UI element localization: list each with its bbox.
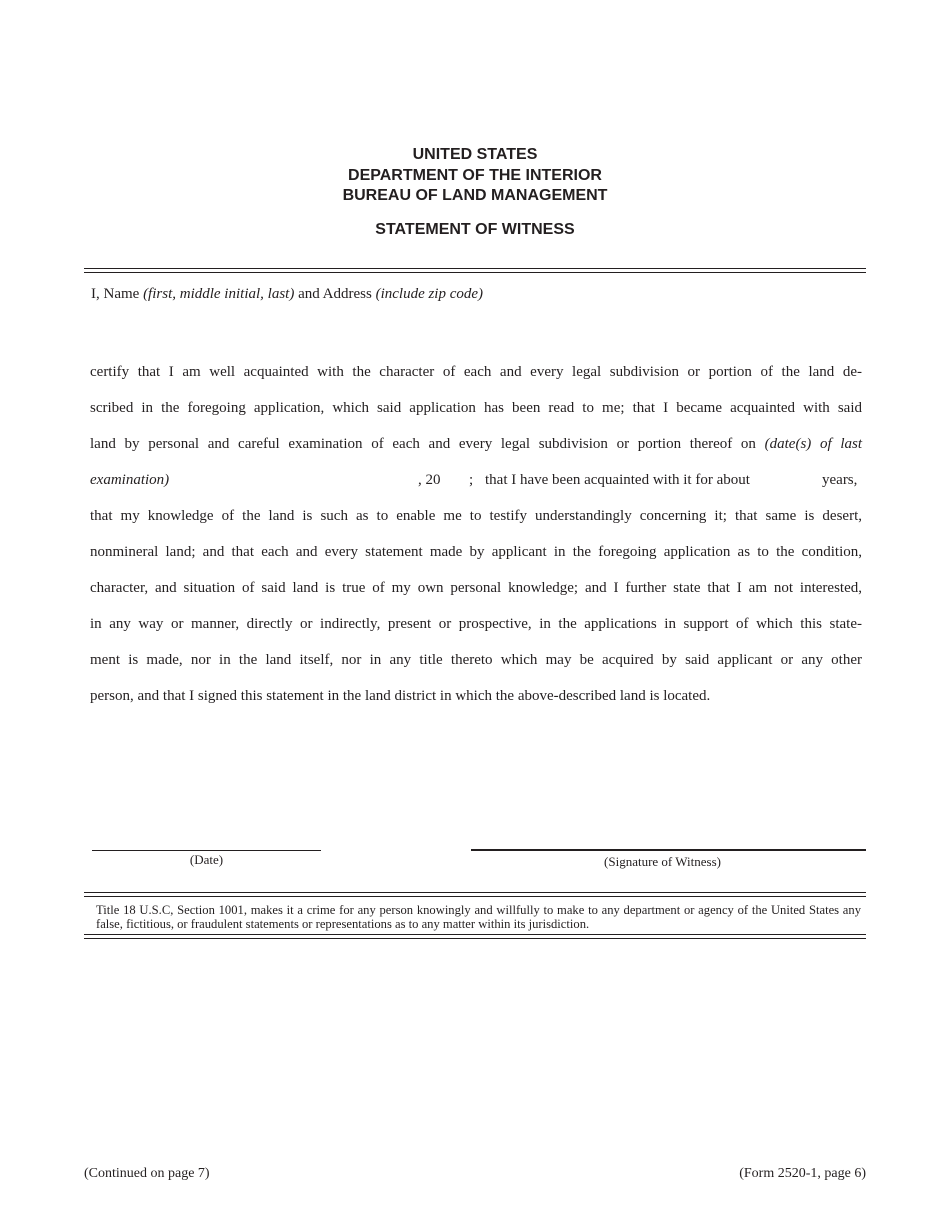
body-line: person, and that I signed this statement in the land district in which the above-described land is located. — [90, 688, 711, 704]
double-rule-legal-top — [84, 892, 866, 897]
form-header — [0, 145, 950, 240]
name-address-field[interactable] — [91, 286, 483, 303]
acquainted-text: that I have been acquainted with it for about — [485, 472, 750, 488]
date-label: (Date) — [189, 852, 224, 867]
examination-date-row — [90, 462, 862, 498]
name-label: I, Name — [91, 286, 144, 302]
signature-input-line[interactable] — [471, 849, 866, 851]
year-field[interactable]: , 20 — [418, 472, 441, 488]
body-line: scribed in the foregoing application, which said application has been read to me; that I became acquainted with said — [90, 400, 862, 416]
examination-hint: examination) — [90, 472, 170, 488]
address-label: and Address — [294, 286, 376, 302]
body-line: that my knowledge of the land is such as to enable me to testify understandingly concerning it; that same is desert, — [90, 508, 862, 524]
body-line: character, and situation of said land is true of my own personal knowledge; and I further state that I am not interested, — [90, 580, 862, 596]
date-input-line[interactable] — [92, 850, 321, 851]
years-label: years, — [822, 472, 858, 488]
agency-line-3: BUREAU OF LAND MANAGEMENT — [342, 187, 608, 204]
double-rule-top — [84, 268, 866, 273]
body-line-text: land by personal and careful examination of each and every legal subdivision or portion thereof on — [90, 436, 756, 452]
witness-statement-body — [90, 354, 862, 714]
date-hint: (date(s) of last — [764, 436, 862, 452]
body-line: in any way or manner, directly or indirectly, present or prospective, in the applications in support of which this state- — [90, 616, 862, 632]
body-line — [90, 426, 862, 462]
legal-notice: Title 18 U.S.C, Section 1001, makes it a crime for any person knowingly and willfully to make to any department or agency of the United States any false, fictitious, or fraudulent statements or representations as to any matter within its jurisdiction. — [96, 903, 861, 931]
form-page-number: (Form 2520-1, page 6) — [739, 1166, 866, 1181]
body-line: certify that I am well acquainted with the character of each and every legal subdivision or portion of the land de- — [90, 364, 862, 380]
name-hint: (first, middle initial, last) — [143, 286, 295, 302]
form-title: STATEMENT OF WITNESS — [375, 220, 575, 238]
body-line: ment is made, nor in the land itself, nor in any title thereto which may be acquired by said applicant or any other — [90, 652, 862, 668]
agency-line-2: DEPARTMENT OF THE INTERIOR — [348, 166, 602, 184]
signature-label: (Signature of Witness) — [604, 854, 721, 869]
body-line: nonmineral land; and that each and every statement made by applicant in the foregoing application as to the condition, — [90, 544, 862, 560]
agency-line-1: UNITED STATES — [412, 146, 538, 163]
address-hint: (include zip code) — [375, 286, 484, 302]
semicolon: ; — [469, 472, 474, 488]
double-rule-legal-bottom — [84, 934, 866, 939]
continued-note: (Continued on page 7) — [84, 1166, 210, 1181]
